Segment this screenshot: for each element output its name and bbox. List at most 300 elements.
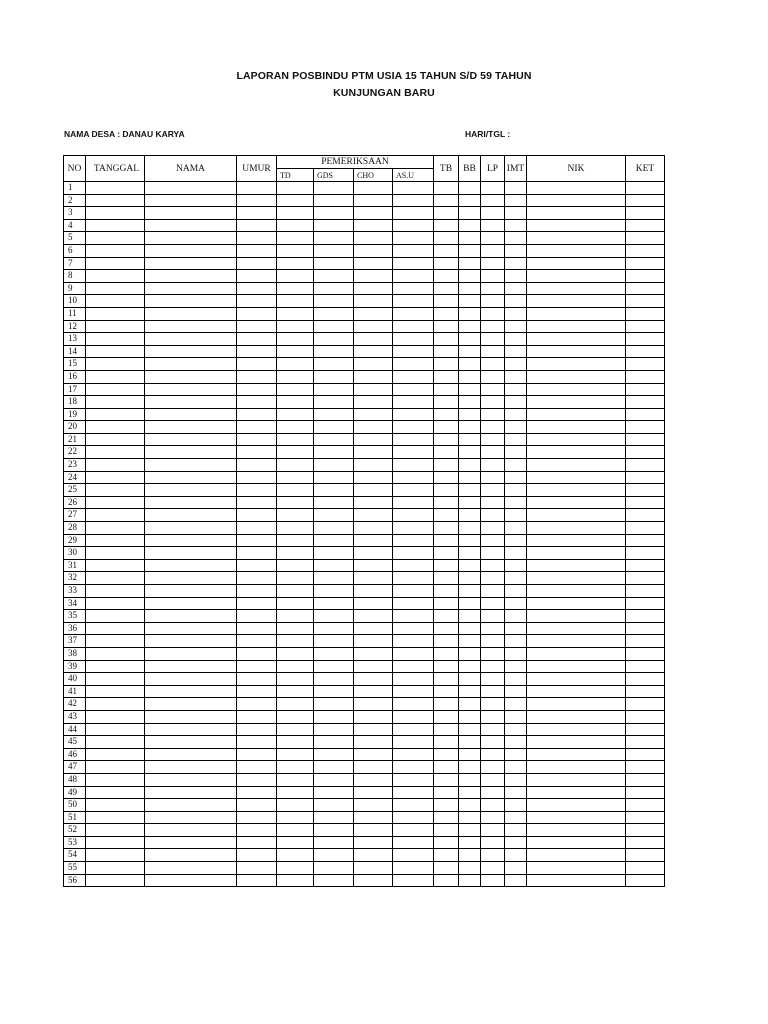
table-cell[interactable] bbox=[505, 585, 527, 598]
table-cell[interactable] bbox=[277, 761, 314, 774]
table-cell[interactable] bbox=[314, 207, 354, 220]
table-cell[interactable] bbox=[505, 786, 527, 799]
table-cell[interactable] bbox=[527, 522, 626, 535]
table-cell[interactable] bbox=[86, 333, 145, 346]
table-cell[interactable] bbox=[393, 433, 434, 446]
table-cell[interactable] bbox=[354, 685, 393, 698]
table-cell[interactable] bbox=[459, 471, 481, 484]
table-cell[interactable] bbox=[434, 408, 459, 421]
table-cell[interactable] bbox=[145, 496, 237, 509]
table-cell[interactable] bbox=[626, 597, 665, 610]
table-cell[interactable] bbox=[527, 358, 626, 371]
table-cell[interactable] bbox=[459, 862, 481, 875]
table-cell[interactable] bbox=[277, 799, 314, 812]
table-cell[interactable] bbox=[459, 559, 481, 572]
table-cell[interactable] bbox=[354, 585, 393, 598]
table-cell[interactable] bbox=[481, 496, 505, 509]
table-cell[interactable] bbox=[277, 685, 314, 698]
table-cell[interactable] bbox=[354, 673, 393, 686]
table-cell[interactable] bbox=[354, 194, 393, 207]
table-cell[interactable] bbox=[459, 408, 481, 421]
table-cell[interactable] bbox=[145, 698, 237, 711]
table-cell[interactable] bbox=[145, 585, 237, 598]
table-cell[interactable] bbox=[434, 572, 459, 585]
table-cell[interactable] bbox=[626, 673, 665, 686]
table-cell[interactable] bbox=[481, 522, 505, 535]
table-cell[interactable] bbox=[527, 421, 626, 434]
table-cell[interactable] bbox=[527, 547, 626, 560]
table-cell[interactable] bbox=[459, 295, 481, 308]
table-cell[interactable] bbox=[505, 408, 527, 421]
table-cell[interactable] bbox=[393, 761, 434, 774]
table-cell[interactable] bbox=[434, 748, 459, 761]
table-cell[interactable] bbox=[434, 862, 459, 875]
table-cell[interactable] bbox=[237, 660, 277, 673]
table-cell[interactable] bbox=[237, 484, 277, 497]
table-cell[interactable] bbox=[354, 358, 393, 371]
table-cell[interactable] bbox=[354, 534, 393, 547]
table-cell[interactable] bbox=[237, 673, 277, 686]
table-cell[interactable] bbox=[237, 723, 277, 736]
table-cell[interactable] bbox=[277, 748, 314, 761]
table-cell[interactable] bbox=[481, 836, 505, 849]
table-cell[interactable] bbox=[145, 307, 237, 320]
table-cell[interactable] bbox=[626, 761, 665, 774]
table-cell[interactable] bbox=[277, 396, 314, 409]
table-cell[interactable] bbox=[626, 471, 665, 484]
table-cell[interactable] bbox=[354, 345, 393, 358]
table-cell[interactable] bbox=[505, 862, 527, 875]
table-cell[interactable] bbox=[145, 282, 237, 295]
table-cell[interactable] bbox=[314, 534, 354, 547]
table-cell[interactable] bbox=[145, 484, 237, 497]
table-cell[interactable] bbox=[354, 786, 393, 799]
table-cell[interactable] bbox=[505, 597, 527, 610]
table-cell[interactable] bbox=[393, 307, 434, 320]
table-cell[interactable] bbox=[505, 698, 527, 711]
table-cell[interactable] bbox=[393, 496, 434, 509]
table-cell[interactable] bbox=[354, 736, 393, 749]
table-cell[interactable] bbox=[459, 849, 481, 862]
table-cell[interactable] bbox=[459, 723, 481, 736]
table-cell[interactable] bbox=[277, 257, 314, 270]
table-cell[interactable] bbox=[626, 534, 665, 547]
table-cell[interactable] bbox=[481, 295, 505, 308]
table-cell[interactable] bbox=[86, 446, 145, 459]
table-cell[interactable] bbox=[277, 207, 314, 220]
table-cell[interactable] bbox=[86, 736, 145, 749]
table-cell[interactable] bbox=[237, 597, 277, 610]
table-cell[interactable] bbox=[86, 799, 145, 812]
table-cell[interactable] bbox=[527, 710, 626, 723]
table-cell[interactable] bbox=[314, 194, 354, 207]
table-cell[interactable] bbox=[505, 572, 527, 585]
table-cell[interactable] bbox=[393, 786, 434, 799]
table-cell[interactable] bbox=[505, 219, 527, 232]
table-cell[interactable] bbox=[527, 559, 626, 572]
table-cell[interactable] bbox=[354, 370, 393, 383]
table-cell[interactable] bbox=[481, 874, 505, 887]
table-cell[interactable] bbox=[314, 345, 354, 358]
table-cell[interactable] bbox=[145, 736, 237, 749]
table-cell[interactable] bbox=[86, 849, 145, 862]
table-cell[interactable] bbox=[277, 182, 314, 195]
table-cell[interactable] bbox=[527, 471, 626, 484]
table-cell[interactable] bbox=[481, 244, 505, 257]
table-cell[interactable] bbox=[626, 282, 665, 295]
table-cell[interactable] bbox=[481, 282, 505, 295]
table-cell[interactable] bbox=[277, 358, 314, 371]
table-cell[interactable] bbox=[626, 484, 665, 497]
table-cell[interactable] bbox=[527, 862, 626, 875]
table-cell[interactable] bbox=[314, 761, 354, 774]
table-cell[interactable] bbox=[459, 270, 481, 283]
table-cell[interactable] bbox=[459, 257, 481, 270]
table-cell[interactable] bbox=[393, 547, 434, 560]
table-cell[interactable] bbox=[314, 836, 354, 849]
table-cell[interactable] bbox=[314, 547, 354, 560]
table-cell[interactable] bbox=[393, 421, 434, 434]
table-cell[interactable] bbox=[505, 635, 527, 648]
table-cell[interactable] bbox=[145, 572, 237, 585]
table-cell[interactable] bbox=[434, 345, 459, 358]
table-cell[interactable] bbox=[145, 421, 237, 434]
table-cell[interactable] bbox=[237, 471, 277, 484]
table-cell[interactable] bbox=[237, 572, 277, 585]
table-cell[interactable] bbox=[86, 698, 145, 711]
table-cell[interactable] bbox=[354, 761, 393, 774]
table-cell[interactable] bbox=[237, 207, 277, 220]
table-cell[interactable] bbox=[354, 207, 393, 220]
table-cell[interactable] bbox=[237, 824, 277, 837]
table-cell[interactable] bbox=[527, 257, 626, 270]
table-cell[interactable] bbox=[626, 207, 665, 220]
table-cell[interactable] bbox=[237, 534, 277, 547]
table-cell[interactable] bbox=[459, 647, 481, 660]
table-cell[interactable] bbox=[505, 811, 527, 824]
table-cell[interactable] bbox=[145, 333, 237, 346]
table-cell[interactable] bbox=[481, 446, 505, 459]
table-cell[interactable] bbox=[505, 534, 527, 547]
table-cell[interactable] bbox=[314, 484, 354, 497]
table-cell[interactable] bbox=[481, 232, 505, 245]
table-cell[interactable] bbox=[626, 799, 665, 812]
table-cell[interactable] bbox=[237, 295, 277, 308]
table-cell[interactable] bbox=[434, 773, 459, 786]
table-cell[interactable] bbox=[237, 270, 277, 283]
table-cell[interactable] bbox=[314, 307, 354, 320]
table-cell[interactable] bbox=[626, 219, 665, 232]
table-cell[interactable] bbox=[434, 496, 459, 509]
table-cell[interactable] bbox=[314, 773, 354, 786]
table-cell[interactable] bbox=[527, 244, 626, 257]
table-cell[interactable] bbox=[434, 509, 459, 522]
table-cell[interactable] bbox=[277, 270, 314, 283]
table-cell[interactable] bbox=[459, 182, 481, 195]
table-cell[interactable] bbox=[277, 383, 314, 396]
table-cell[interactable] bbox=[505, 370, 527, 383]
table-cell[interactable] bbox=[145, 862, 237, 875]
table-cell[interactable] bbox=[86, 383, 145, 396]
table-cell[interactable] bbox=[86, 207, 145, 220]
table-cell[interactable] bbox=[145, 748, 237, 761]
table-cell[interactable] bbox=[505, 559, 527, 572]
table-cell[interactable] bbox=[481, 736, 505, 749]
table-cell[interactable] bbox=[434, 534, 459, 547]
table-cell[interactable] bbox=[505, 761, 527, 774]
table-cell[interactable] bbox=[237, 698, 277, 711]
table-cell[interactable] bbox=[354, 396, 393, 409]
table-cell[interactable] bbox=[459, 836, 481, 849]
table-cell[interactable] bbox=[354, 849, 393, 862]
table-cell[interactable] bbox=[354, 333, 393, 346]
table-cell[interactable] bbox=[481, 383, 505, 396]
table-cell[interactable] bbox=[527, 824, 626, 837]
table-cell[interactable] bbox=[145, 836, 237, 849]
table-cell[interactable] bbox=[237, 333, 277, 346]
table-cell[interactable] bbox=[481, 207, 505, 220]
table-cell[interactable] bbox=[277, 282, 314, 295]
table-cell[interactable] bbox=[527, 635, 626, 648]
table-cell[interactable] bbox=[314, 244, 354, 257]
table-cell[interactable] bbox=[237, 710, 277, 723]
table-cell[interactable] bbox=[481, 622, 505, 635]
table-cell[interactable] bbox=[314, 522, 354, 535]
table-cell[interactable] bbox=[145, 408, 237, 421]
table-cell[interactable] bbox=[393, 509, 434, 522]
table-cell[interactable] bbox=[459, 635, 481, 648]
table-cell[interactable] bbox=[393, 270, 434, 283]
table-cell[interactable] bbox=[314, 446, 354, 459]
table-cell[interactable] bbox=[459, 433, 481, 446]
table-cell[interactable] bbox=[505, 799, 527, 812]
table-cell[interactable] bbox=[354, 219, 393, 232]
table-cell[interactable] bbox=[459, 811, 481, 824]
table-cell[interactable] bbox=[626, 509, 665, 522]
table-cell[interactable] bbox=[86, 270, 145, 283]
table-cell[interactable] bbox=[314, 824, 354, 837]
table-cell[interactable] bbox=[505, 874, 527, 887]
table-cell[interactable] bbox=[277, 421, 314, 434]
table-cell[interactable] bbox=[459, 761, 481, 774]
table-cell[interactable] bbox=[505, 232, 527, 245]
table-cell[interactable] bbox=[393, 345, 434, 358]
table-cell[interactable] bbox=[354, 723, 393, 736]
table-cell[interactable] bbox=[145, 219, 237, 232]
table-cell[interactable] bbox=[237, 559, 277, 572]
table-cell[interactable] bbox=[277, 723, 314, 736]
table-cell[interactable] bbox=[277, 710, 314, 723]
table-cell[interactable] bbox=[393, 799, 434, 812]
table-cell[interactable] bbox=[505, 836, 527, 849]
table-cell[interactable] bbox=[459, 446, 481, 459]
table-cell[interactable] bbox=[527, 295, 626, 308]
table-cell[interactable] bbox=[481, 572, 505, 585]
table-cell[interactable] bbox=[237, 320, 277, 333]
table-cell[interactable] bbox=[145, 647, 237, 660]
table-cell[interactable] bbox=[237, 635, 277, 648]
table-cell[interactable] bbox=[86, 257, 145, 270]
table-cell[interactable] bbox=[277, 433, 314, 446]
table-cell[interactable] bbox=[354, 698, 393, 711]
table-cell[interactable] bbox=[237, 358, 277, 371]
table-cell[interactable] bbox=[434, 849, 459, 862]
table-cell[interactable] bbox=[626, 333, 665, 346]
table-cell[interactable] bbox=[459, 358, 481, 371]
table-cell[interactable] bbox=[393, 522, 434, 535]
table-cell[interactable] bbox=[277, 370, 314, 383]
table-cell[interactable] bbox=[626, 660, 665, 673]
table-cell[interactable] bbox=[314, 232, 354, 245]
table-cell[interactable] bbox=[505, 710, 527, 723]
table-cell[interactable] bbox=[314, 333, 354, 346]
table-cell[interactable] bbox=[145, 370, 237, 383]
table-cell[interactable] bbox=[393, 408, 434, 421]
table-cell[interactable] bbox=[626, 244, 665, 257]
table-cell[interactable] bbox=[86, 509, 145, 522]
table-cell[interactable] bbox=[626, 408, 665, 421]
table-cell[interactable] bbox=[505, 547, 527, 560]
table-cell[interactable] bbox=[314, 710, 354, 723]
table-cell[interactable] bbox=[277, 773, 314, 786]
table-cell[interactable] bbox=[626, 824, 665, 837]
table-cell[interactable] bbox=[237, 874, 277, 887]
table-cell[interactable] bbox=[434, 723, 459, 736]
table-cell[interactable] bbox=[527, 509, 626, 522]
table-cell[interactable] bbox=[314, 496, 354, 509]
table-cell[interactable] bbox=[481, 559, 505, 572]
table-cell[interactable] bbox=[277, 559, 314, 572]
table-cell[interactable] bbox=[434, 182, 459, 195]
table-cell[interactable] bbox=[434, 698, 459, 711]
table-cell[interactable] bbox=[314, 736, 354, 749]
table-cell[interactable] bbox=[145, 320, 237, 333]
table-cell[interactable] bbox=[354, 874, 393, 887]
table-cell[interactable] bbox=[86, 358, 145, 371]
table-cell[interactable] bbox=[626, 547, 665, 560]
table-cell[interactable] bbox=[314, 874, 354, 887]
table-cell[interactable] bbox=[86, 723, 145, 736]
table-cell[interactable] bbox=[145, 270, 237, 283]
table-cell[interactable] bbox=[459, 320, 481, 333]
table-cell[interactable] bbox=[314, 799, 354, 812]
table-cell[interactable] bbox=[434, 257, 459, 270]
table-cell[interactable] bbox=[86, 522, 145, 535]
table-cell[interactable] bbox=[527, 685, 626, 698]
table-cell[interactable] bbox=[314, 320, 354, 333]
table-cell[interactable] bbox=[314, 219, 354, 232]
table-cell[interactable] bbox=[145, 446, 237, 459]
table-cell[interactable] bbox=[237, 257, 277, 270]
table-cell[interactable] bbox=[86, 282, 145, 295]
table-cell[interactable] bbox=[314, 295, 354, 308]
table-cell[interactable] bbox=[277, 459, 314, 472]
table-cell[interactable] bbox=[459, 824, 481, 837]
table-cell[interactable] bbox=[237, 773, 277, 786]
table-cell[interactable] bbox=[434, 207, 459, 220]
table-cell[interactable] bbox=[354, 748, 393, 761]
table-cell[interactable] bbox=[527, 673, 626, 686]
table-cell[interactable] bbox=[354, 282, 393, 295]
table-cell[interactable] bbox=[626, 522, 665, 535]
table-cell[interactable] bbox=[237, 862, 277, 875]
table-cell[interactable] bbox=[459, 874, 481, 887]
table-cell[interactable] bbox=[481, 610, 505, 623]
table-cell[interactable] bbox=[527, 496, 626, 509]
table-cell[interactable] bbox=[459, 282, 481, 295]
table-cell[interactable] bbox=[527, 219, 626, 232]
table-cell[interactable] bbox=[481, 673, 505, 686]
table-cell[interactable] bbox=[505, 647, 527, 660]
table-cell[interactable] bbox=[354, 622, 393, 635]
table-cell[interactable] bbox=[527, 660, 626, 673]
table-cell[interactable] bbox=[527, 433, 626, 446]
table-cell[interactable] bbox=[393, 219, 434, 232]
table-cell[interactable] bbox=[354, 421, 393, 434]
table-cell[interactable] bbox=[527, 194, 626, 207]
table-cell[interactable] bbox=[277, 295, 314, 308]
table-cell[interactable] bbox=[434, 270, 459, 283]
table-cell[interactable] bbox=[314, 849, 354, 862]
table-cell[interactable] bbox=[505, 849, 527, 862]
table-cell[interactable] bbox=[277, 408, 314, 421]
table-cell[interactable] bbox=[145, 610, 237, 623]
table-cell[interactable] bbox=[626, 320, 665, 333]
table-cell[interactable] bbox=[434, 660, 459, 673]
table-cell[interactable] bbox=[481, 534, 505, 547]
table-cell[interactable] bbox=[459, 534, 481, 547]
table-cell[interactable] bbox=[277, 673, 314, 686]
table-cell[interactable] bbox=[314, 270, 354, 283]
table-cell[interactable] bbox=[86, 635, 145, 648]
table-cell[interactable] bbox=[145, 522, 237, 535]
table-cell[interactable] bbox=[237, 396, 277, 409]
table-cell[interactable] bbox=[505, 257, 527, 270]
table-cell[interactable] bbox=[314, 383, 354, 396]
table-cell[interactable] bbox=[481, 635, 505, 648]
table-cell[interactable] bbox=[354, 811, 393, 824]
table-cell[interactable] bbox=[481, 698, 505, 711]
table-cell[interactable] bbox=[354, 660, 393, 673]
table-cell[interactable] bbox=[237, 509, 277, 522]
table-cell[interactable] bbox=[434, 433, 459, 446]
table-cell[interactable] bbox=[527, 307, 626, 320]
table-cell[interactable] bbox=[354, 824, 393, 837]
table-cell[interactable] bbox=[481, 799, 505, 812]
table-cell[interactable] bbox=[434, 811, 459, 824]
table-cell[interactable] bbox=[505, 244, 527, 257]
table-cell[interactable] bbox=[237, 610, 277, 623]
table-cell[interactable] bbox=[314, 459, 354, 472]
table-cell[interactable] bbox=[277, 862, 314, 875]
table-cell[interactable] bbox=[237, 685, 277, 698]
table-cell[interactable] bbox=[626, 433, 665, 446]
table-cell[interactable] bbox=[145, 761, 237, 774]
table-cell[interactable] bbox=[314, 282, 354, 295]
table-cell[interactable] bbox=[277, 836, 314, 849]
table-cell[interactable] bbox=[481, 421, 505, 434]
table-cell[interactable] bbox=[237, 182, 277, 195]
table-cell[interactable] bbox=[145, 459, 237, 472]
table-cell[interactable] bbox=[505, 358, 527, 371]
table-cell[interactable] bbox=[277, 484, 314, 497]
table-cell[interactable] bbox=[393, 635, 434, 648]
table-cell[interactable] bbox=[86, 773, 145, 786]
table-cell[interactable] bbox=[314, 748, 354, 761]
table-cell[interactable] bbox=[354, 496, 393, 509]
table-cell[interactable] bbox=[86, 622, 145, 635]
table-cell[interactable] bbox=[237, 194, 277, 207]
